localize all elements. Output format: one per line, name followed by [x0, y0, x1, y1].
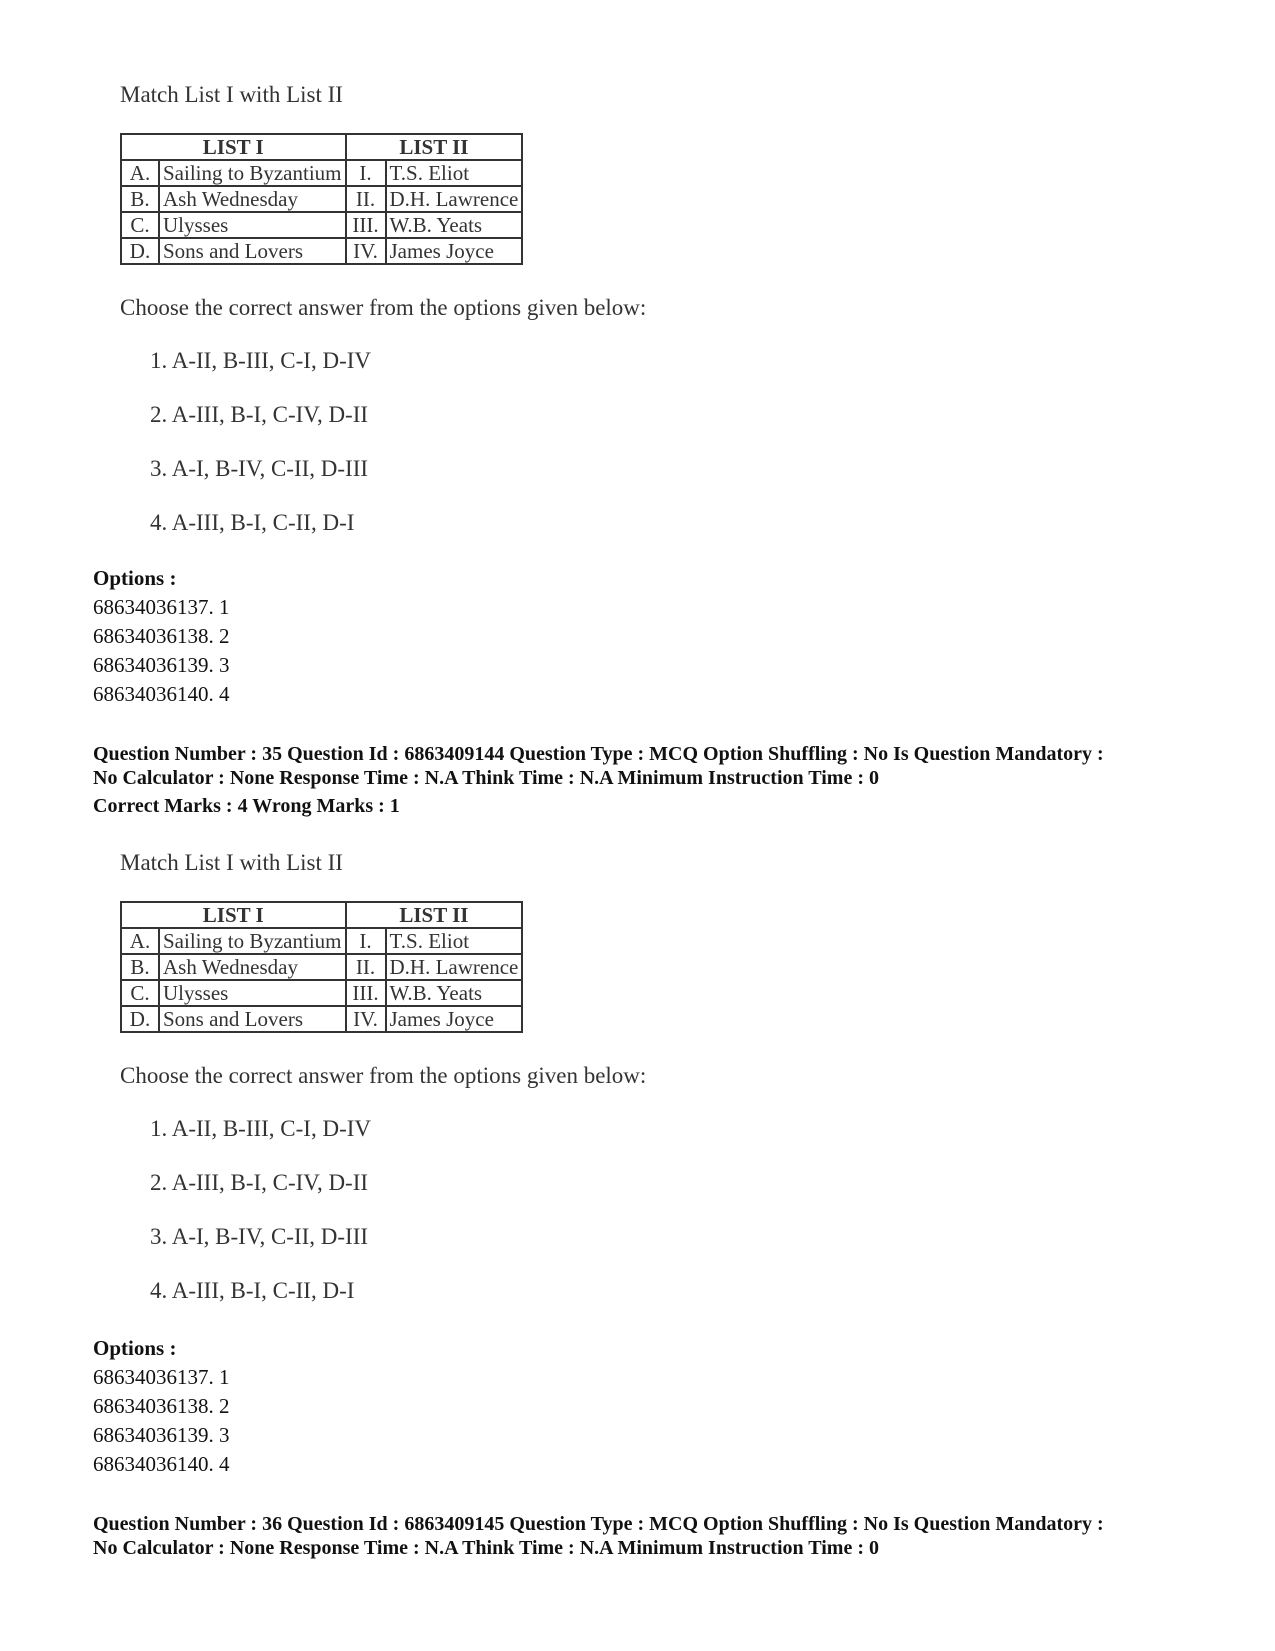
list-i-item: Ulysses — [159, 980, 346, 1006]
answer-choice: 2. A-III, B-I, C-IV, D-II — [150, 1170, 369, 1195]
answer-choice: 1. A-II, B-III, C-I, D-IV — [150, 1116, 371, 1141]
list-i-item: Sailing to Byzantium — [159, 160, 346, 186]
row-roman: I. — [346, 928, 386, 954]
answer-choice: 3. A-I, B-IV, C-II, D-III — [150, 1224, 369, 1249]
row-roman: I. — [346, 160, 386, 186]
row-letter: A. — [121, 928, 159, 954]
answer-choice: 1. A-II, B-III, C-I, D-IV — [150, 348, 371, 373]
answer-choice: 3. A-I, B-IV, C-II, D-III — [150, 456, 369, 481]
list-ii-item: D.H. Lawrence — [386, 954, 523, 980]
answer-choice: 4. A-III, B-I, C-II, D-I — [150, 1278, 355, 1303]
table-header-row — [121, 902, 522, 928]
row-roman: II. — [346, 954, 386, 980]
list-i-header: LIST I — [121, 902, 346, 928]
question-prompt: Match List I with List II — [120, 82, 343, 107]
answer-choice: 4. A-III, B-I, C-II, D-I — [150, 510, 355, 535]
meta-line: No Calculator : None Response Time : N.A Think Time : N.A Minimum Instruction Time : 0 — [93, 1537, 879, 1559]
list-i-item: Sailing to Byzantium — [159, 928, 346, 954]
marks-line: Correct Marks : 4 Wrong Marks : 1 — [93, 795, 400, 817]
question-35-body — [120, 843, 820, 1329]
table-row — [121, 954, 522, 980]
meta-line: Question Number : 36 Question Id : 6863409145 Question Type : MCQ Option Shuffling : No Is Question Mandatory : — [93, 1513, 1104, 1535]
option-item: 68634036137. 1 — [93, 1365, 230, 1389]
table-header-row — [121, 134, 522, 160]
row-letter: B. — [121, 186, 159, 212]
question-top-body — [120, 75, 820, 561]
answer-choices — [120, 345, 820, 561]
options-list — [93, 564, 230, 709]
row-roman: III. — [346, 212, 386, 238]
row-roman: IV. — [346, 1006, 386, 1032]
option-item: 68634036138. 2 — [93, 624, 230, 648]
options-list — [93, 1334, 230, 1479]
list-ii-header: LIST II — [346, 902, 523, 928]
row-roman: II. — [346, 186, 386, 212]
choose-instruction: Choose the correct answer from the options given below: — [120, 1063, 647, 1088]
list-ii-item: D.H. Lawrence — [386, 186, 523, 212]
options-label: Options : — [93, 1336, 177, 1360]
table-row — [121, 1006, 522, 1032]
choose-instruction: Choose the correct answer from the options given below: — [120, 295, 647, 320]
row-roman: III. — [346, 980, 386, 1006]
list-ii-item: T.S. Eliot — [386, 928, 523, 954]
list-ii-header: LIST II — [346, 134, 523, 160]
question-36-meta — [93, 1512, 1193, 1560]
row-roman: IV. — [346, 238, 386, 264]
options-label: Options : — [93, 566, 177, 590]
row-letter: D. — [121, 238, 159, 264]
table-row — [121, 212, 522, 238]
option-item: 68634036138. 2 — [93, 1394, 230, 1418]
list-i-item: Ulysses — [159, 212, 346, 238]
table-row — [121, 160, 522, 186]
answer-choices — [120, 1113, 820, 1329]
list-ii-item: W.B. Yeats — [386, 212, 523, 238]
row-letter: C. — [121, 212, 159, 238]
question-prompt: Match List I with List II — [120, 850, 343, 875]
table-row — [121, 980, 522, 1006]
meta-line: No Calculator : None Response Time : N.A Think Time : N.A Minimum Instruction Time : 0 — [93, 767, 879, 789]
list-i-item: Ash Wednesday — [159, 954, 346, 980]
table-row — [121, 238, 522, 264]
row-letter: C. — [121, 980, 159, 1006]
row-letter: D. — [121, 1006, 159, 1032]
row-letter: B. — [121, 954, 159, 980]
option-item: 68634036139. 3 — [93, 1423, 230, 1447]
list-ii-item: James Joyce — [386, 238, 523, 264]
option-item: 68634036140. 4 — [93, 682, 230, 706]
list-i-header: LIST I — [121, 134, 346, 160]
row-letter: A. — [121, 160, 159, 186]
question-35-meta — [93, 742, 1193, 818]
list-i-item: Sons and Lovers — [159, 1006, 346, 1032]
meta-line: Question Number : 35 Question Id : 6863409144 Question Type : MCQ Option Shuffling : No Is Question Mandatory : — [93, 743, 1104, 765]
option-item: 68634036137. 1 — [93, 595, 230, 619]
match-table — [120, 133, 523, 265]
option-item: 68634036140. 4 — [93, 1452, 230, 1476]
list-i-item: Ash Wednesday — [159, 186, 346, 212]
answer-choice: 2. A-III, B-I, C-IV, D-II — [150, 402, 369, 427]
table-row — [121, 186, 522, 212]
option-item: 68634036139. 3 — [93, 653, 230, 677]
table-row — [121, 928, 522, 954]
list-ii-item: James Joyce — [386, 1006, 523, 1032]
list-ii-item: W.B. Yeats — [386, 980, 523, 1006]
list-i-item: Sons and Lovers — [159, 238, 346, 264]
match-table — [120, 901, 523, 1033]
list-ii-item: T.S. Eliot — [386, 160, 523, 186]
